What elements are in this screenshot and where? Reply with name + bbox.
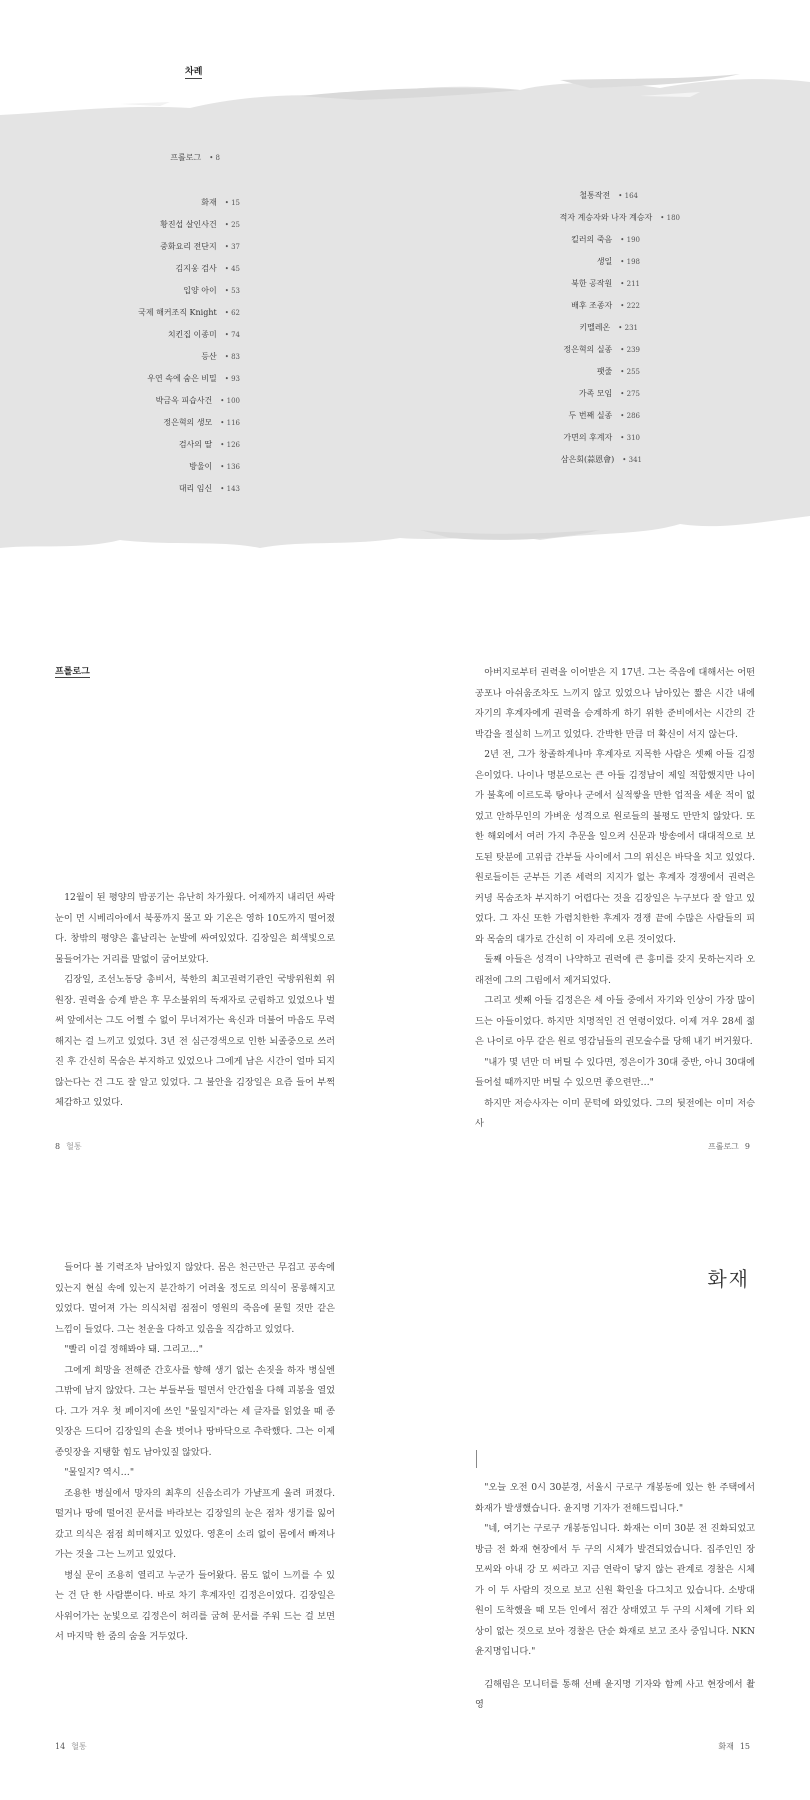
toc-item-title: 김지웅 검사 [175,264,217,273]
toc-item[interactable] [597,366,640,377]
toc-item-page: • 37 [224,243,240,251]
toc-item[interactable] [183,285,240,296]
toc-item-title: 검사의 딸 [178,440,213,449]
toc-item[interactable] [571,234,640,245]
page-number: 14 [55,1742,66,1751]
running-title: 프롤로그 [707,1142,739,1151]
toc-item[interactable] [201,351,240,362]
toc-item-page: • 164 [618,192,638,200]
page-14-body [55,1258,335,1644]
toc-item[interactable] [147,373,240,384]
toc-item-page: • 255 [620,368,640,376]
toc-item[interactable] [160,241,240,252]
toc-item[interactable] [189,461,240,472]
toc-item-title: 배후 조종자 [571,301,613,310]
running-title: 혈통 [71,1742,87,1751]
toc-item-page: • 341 [622,456,642,464]
toc-item-title: 킬러의 죽음 [571,235,613,244]
toc-item-page: • 275 [620,390,640,398]
toc-item[interactable] [160,219,240,230]
page-9-body [475,663,755,1129]
page-number: 9 [744,1142,750,1151]
paragraph: 그에게 희망을 전해준 간호사를 향해 생기 없는 손짓을 하자 병실엔 그밖에 남지 않았다. 그는 부들부들 떨면서 안간힘을 다해 괴봉을 열었다. 그가 겨우 첫 페이지에 쓰인 "물일지"라는 세 글자를 읽었을 때 종잇장은 드디어 김장일의 손을 벗어나 땅바닥으로 추락했다. 그는 이제 종잇장을 지탱할 힘도 남아있질 않았다. [55,1364,335,1458]
chapter-title: 화재 [707,1267,750,1291]
paragraph: "빨리 이걸 정해봐야 돼. 그리고…" [64,1344,203,1355]
toc-item-page: • 211 [620,280,640,288]
paragraph: 들어다 볼 기력조차 남아있지 않았다. 몸은 천근만근 무겁고 공속에 있는지 현실 속에 있는지 분간하기 어려울 정도로 의식이 몽롱해지고 있었다. 멀어져 가는 의식처럼 점점이 영원의 죽음에 묻힐 것만 같은 느낌이 들었다. 그는 천운을 다하고 있음을 직감하고 있었다. [55,1262,335,1335]
toc-item-prologue[interactable] [170,152,220,163]
toc-item-title: 생일 [596,257,613,266]
toc-item-title: 북한 공작원 [571,279,613,288]
paragraph: "물일지? 역시…" [64,1467,135,1478]
paragraph: 둘째 아들은 성격이 나약하고 권력에 큰 흥미를 갖지 못하는지라 오래전에 그의 그림에서 제거되었다. [475,954,755,986]
toc-item-page: • 83 [224,353,240,361]
toc-item-title: 화재 [201,198,217,207]
toc-item-page: • 136 [220,463,240,471]
toc-item[interactable] [201,197,240,208]
toc-item[interactable] [179,483,240,494]
paragraph [475,1663,755,1675]
toc-item-title: 중화요리 전단지 [160,242,217,251]
paragraph: "내가 몇 년만 더 버틸 수 있다면, 정은이가 30대 중반, 아니 30대에 들어설 때까지만 버틸 수 있으면 좋으련만…" [475,1056,755,1088]
paragraph: 조용한 병실에서 망자의 최후의 신음소리가 가냘프게 울려 퍼졌다. 떨거나 땅에 떨어진 문서를 바라보는 김장일의 눈은 점차 생기를 잃어갔고 의식은 점점 희미해지고 있었다. 영혼이 소리 없이 몸에서 빠져나가는 것을 그는 느끼고 있었다. [55,1487,335,1560]
toc-item-title: 치킨집 이종미 [167,330,217,339]
toc-item-title: 박금옥 피습사건 [155,396,213,405]
toc-item-page: • 126 [220,441,240,449]
paragraph: 김장일, 조선노동당 총비서, 북한의 최고권력기관인 국방위원회 위원장. 권력을 승계 받은 후 무소불위의 독재자로 군림하고 있었으나 벌써 앞에서는 그도 어쩔 수 없이 무너져가는 육신과 더불어 마음도 무력해지는 걸 느끼고 있었다. 3년 전 심근경색으로 인한 뇌졸중으로 쓰러진 후 간신히 목숨은 부지하고 있었으나 그에게 남은 시간이 얼마 되지 않는다는 건 그도 잘 알고 있었다. 그 불안을 김장일은 요즘 들어 부쩍 체감하고 있었다. [55,974,335,1108]
paragraph: 하지만 저승사자는 이미 문턱에 와있었다. 그의 뒷전에는 이미 저승사 [475,1097,755,1129]
toc-item-page: • 180 [660,214,680,222]
toc-item-page: • 100 [220,397,240,405]
paragraph: 2년 전, 그가 창졸하게나마 후계자로 지목한 사람은 셋째 아들 김정은이었다. 나이나 명분으로는 큰 아들 김정남이 제일 적합했지만 나이가 불혹에 이르도록 탕아나 군에서 실적쌓을 만한 업적을 세운 적이 없었고 안하무인의 가벼운 성격으로 원로들의 불평도 만만치 않았다. 또한 해외에서 여러 가지 추문을 일으켜 신문과 방송에서 대대적으로 보도된 탓분에 고위급 간부들 사이에서 그의 위신은 바닥을 치고 있었다. 원로들이든 군부든 기존 세력의 지지가 없는 후계자 경쟁에서 권력은커녕 목숨조차 부지하기 어렵다는 것을 김장일은 누구보다 잘 알고 있었다. 그 자신 또한 가렴치한한 후계자 경쟁 끝에 수많은 사람들의 피와 목숨의 대가로 간신히 이 자리에 오른 것이었다. [475,749,755,945]
toc-item[interactable] [579,190,638,201]
toc-item-page: • 286 [620,412,640,420]
toc-item-title: 정은혁의 실종 [563,345,613,354]
page-number: 15 [739,1742,750,1751]
toc-item-title: 정은혁의 생모 [163,418,213,427]
toc-item-page: • 53 [224,287,240,295]
toc-item-title: 적자 계승자와 나자 계승자 [559,213,653,222]
toc-item[interactable] [571,278,640,289]
toc-item-page: • 62 [224,309,240,317]
running-title: 혈통 [66,1142,82,1151]
toc-item-title: 황진섭 살인사건 [160,220,217,229]
toc-item-title: 키멜레온 [579,323,611,332]
toc-item-title: 프롤로그 [170,153,202,162]
toc-item-page: • 116 [220,419,240,427]
toc-item[interactable] [176,263,240,274]
page-folio-15 [718,1741,750,1752]
paragraph: 병실 문이 조용히 열리고 누군가 들어왔다. 몸도 없이 느끼를 수 있는 건 단 한 사람뿐이다. 바로 차기 후계자인 김정은이었다. 김장일은 사위어가는 눈빛으로 김정은이 허리를 굽혀 문서를 주워 드는 걸 보면서 마지막 한 줌의 숨을 거두었다. [55,1569,335,1642]
section-label-prologue: 프롤로그 [55,664,90,678]
toc-item-page: • 25 [224,221,240,229]
toc-item-page: • 239 [620,346,640,354]
toc-item-page: • 93 [224,375,240,383]
toc-item-title: 삼은회(蒜恩會) [560,455,615,464]
toc-item-title: 철통작전 [579,191,611,200]
paragraph: 그리고 셋째 아들 김정은은 세 아들 중에서 자기와 인상이 가장 많이 드는 아들이었다. 하지만 치명적인 건 연령이었다. 이제 겨우 28세 젊은 나이로 아무 같은 원로 영감님들의 권모술수를 당해 내기 버거웠다. [475,995,755,1047]
toc-item[interactable] [156,395,240,406]
paragraph: 12월이 된 평양의 밤공기는 유난히 차가웠다. 어제까지 내리던 싸락눈이 먼 시베리아에서 북풍까지 몰고 와 기온은 영하 10도까지 떨어졌다. 창밖의 평양은 흩날리는 눈발에 싸여있었다. 김장일은 희색빛으로 물들어가는 거리를 말없이 굽어보았다. [55,892,335,965]
toc-item-page: • 231 [618,324,638,332]
running-title: 화재 [718,1742,734,1751]
toc-item-title: 국제 해커조직 Knight [138,308,217,317]
toc-item-page: • 15 [224,199,240,207]
paragraph: "네, 여기는 구로구 개봉동입니다. 화재는 이미 30분 전 진화되었고 방금 전 화재 현장에서 두 구의 시체가 발견되었습니다. 집주인인 장 모씨와 아내 강 모 씨라고 지금 연락이 닿지 않는 관계로 경찰은 시체가 이 두 사람의 것으로 보고 신원 확인을 다그치고 있습니다. 소방대원이 도착했을 때 모든 인에서 점간 상태였고 두 구의 시체에 기타 외상이 없는 것으로 보아 경찰은 단순 화재로 보고 조사 중입니다. NKN 윤지명입니다." [475,1523,755,1657]
toc-item-title: 두 번째 실종 [568,411,613,420]
toc-heading: 차례 [185,64,202,79]
toc-item[interactable] [563,432,640,443]
toc-item-title: 입양 아이 [183,286,217,295]
toc-item-title: 가면의 후계자 [563,433,613,442]
toc-item[interactable] [179,439,240,450]
toc-item-page: • 74 [224,331,240,339]
toc-item-title: 방울이 [189,462,213,471]
toc-item-title: 등산 [201,352,217,361]
toc-item[interactable] [563,344,640,355]
toc-item-title: 우연 속에 숨은 비밀 [147,374,217,383]
toc-item[interactable] [571,300,640,311]
toc-right-column [490,190,680,490]
toc-item-page: • 190 [620,236,640,244]
page-8-body [55,888,335,1108]
toc-item-page: • 45 [224,265,240,273]
page-folio-8 [55,1141,82,1152]
toc-item[interactable] [579,388,640,399]
paragraph: 김해림은 모니터를 통해 선배 윤지명 기자와 함께 사고 현장에서 촬영 [475,1678,755,1710]
toc-item-page: • 8 [209,154,220,162]
paragraph: "오늘 오전 0시 30분경, 서울시 구로구 개봉동에 있는 한 주택에서 화재가 발생했습니다. 윤지명 기자가 전해드립니다." [475,1482,755,1514]
toc-item[interactable] [138,307,240,318]
toc-item[interactable] [579,322,638,333]
page-folio-9 [708,1141,750,1152]
page-folio-14 [55,1741,87,1752]
page-15-body [475,1478,755,1710]
toc-item[interactable] [561,454,642,465]
toc-item-page: • 198 [620,258,640,266]
margin-bar-mark [476,1450,477,1468]
toc-item-title: 팻줄 [596,367,613,376]
toc-item-title: 대리 임신 [178,484,213,493]
toc-item[interactable] [569,410,640,421]
toc-item-page: • 222 [620,302,640,310]
toc-item-page: • 143 [220,485,240,493]
toc-item[interactable] [163,417,240,428]
toc-item-title: 가족 모임 [578,389,613,398]
toc-item[interactable] [168,329,240,340]
page-number: 8 [55,1142,61,1151]
toc-item[interactable] [560,212,680,223]
toc-item-page: • 310 [620,434,640,442]
paragraph: 아버지로부터 권력을 이어받은 지 17년. 그는 죽음에 대해서는 어떤 공포나 아쉬움조차도 느끼지 않고 있었으나 남아있는 짧은 시간 내에 자기의 후계자에게 권력을 승계하게 하기 위한 준비에서는 시간의 간박감을 절실히 느끼고 있었다. 간박한 만큼 더 확신이 서지 않는다. [475,667,755,740]
toc-left-column [80,140,240,500]
toc-item[interactable] [597,256,640,267]
